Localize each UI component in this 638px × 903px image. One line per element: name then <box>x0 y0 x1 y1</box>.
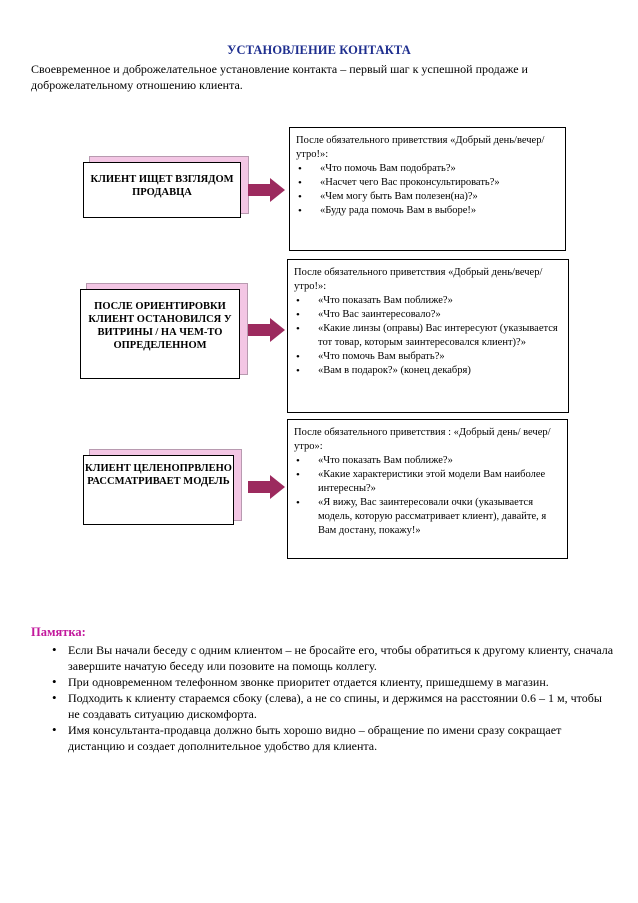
client-card-3 <box>83 449 241 525</box>
list-item: • Имя консультанта-продавца должно быть хорошо видно – обращение по имени сразу сокращает дистанцию и создает дополнительное удобство для клиента. <box>31 722 616 754</box>
list-item: • «Буду рада помочь Вам в выборе!» <box>296 204 557 218</box>
list-item: • «Что Вас заинтересовало?» <box>294 308 560 322</box>
memo-list <box>31 642 616 754</box>
list-item: • «Чем могу быть Вам полезен(на)?» <box>296 190 557 204</box>
phrase-list <box>294 454 559 538</box>
list-item: • Подходить к клиенту стараемся сбоку (слева), а не со спины, и держимся на расстоянии 0.6 – 1 м, чтобы не создавать ситуацию дискомфорта. <box>31 690 616 722</box>
list-item: • «Что показать Вам поближе?» <box>294 454 559 468</box>
intro-paragraph: Своевременное и доброжелательное установление контакта – первый шаг к успешной продаже и доброжелательному отношению клиента. <box>31 62 528 92</box>
client-card-1 <box>83 156 248 218</box>
arrow-right-icon <box>248 178 286 202</box>
phrase-list <box>296 162 557 218</box>
phrases-box-3 <box>287 419 568 559</box>
list-item: • Если Вы начали беседу с одним клиентом – не бросайте его, чтобы обратиться к другому клиенту, сначала завершите начатую беседу или позовите на помощь коллегу. <box>31 642 616 674</box>
list-item: • «Вам в подарок?» (конец декабря) <box>294 364 560 378</box>
list-item: • «Что помочь Вам выбрать?» <box>294 350 560 364</box>
client-label: КЛИЕНТ ЦЕЛЕНОПРВЛЕНО РАССМАТРИВАЕТ МОДЕЛЬ <box>83 455 234 525</box>
phrases-box-1 <box>289 127 566 251</box>
client-label: ПОСЛЕ ОРИЕНТИРОВКИ КЛИЕНТ ОСТАНОВИЛСЯ У ВИТРИНЫ / НА ЧЕМ-ТО ОПРЕДЕЛЕННОМ <box>80 289 240 379</box>
phrases-box-2 <box>287 259 569 413</box>
arrow-right-icon <box>248 318 286 342</box>
list-item: • «Насчет чего Вас проконсультировать?» <box>296 176 557 190</box>
list-item: • «Что показать Вам поближе?» <box>294 294 560 308</box>
greeting-text: После обязательного приветствия «Добрый день/вечер/утро!»: <box>294 267 543 292</box>
page-title: УСТАНОВЛЕНИЕ КОНТАКТА <box>227 43 411 57</box>
memo-heading: Памятка: <box>31 625 86 639</box>
list-item: • При одновременном телефонном звонке приоритет отдается клиенту, пришедшему в магазин. <box>31 674 616 690</box>
phrase-list <box>294 294 560 378</box>
client-label: КЛИЕНТ ИЩЕТ ВЗГЛЯДОМ ПРОДАВЦА <box>83 162 241 218</box>
greeting-text: После обязательного приветствия : «Добрый день/ вечер/утро»: <box>294 427 551 452</box>
list-item: • «Я вижу, Вас заинтересовали очки (указывается модель, которую рассматривает клиент), давайте, я Вам достану, покажу!» <box>294 496 559 538</box>
list-item: • «Какие линзы (оправы) Вас интересуют (указывается тот товар, которым заинтересовался клиент)?» <box>294 322 560 350</box>
greeting-text: После обязательного приветствия «Добрый день/вечер/утро!»: <box>296 135 545 160</box>
client-card-2 <box>80 283 247 379</box>
arrow-right-icon <box>248 475 286 499</box>
list-item: • «Какие характеристики этой модели Вам наиболее интересны?» <box>294 468 559 496</box>
list-item: • «Что помочь Вам подобрать?» <box>296 162 557 176</box>
